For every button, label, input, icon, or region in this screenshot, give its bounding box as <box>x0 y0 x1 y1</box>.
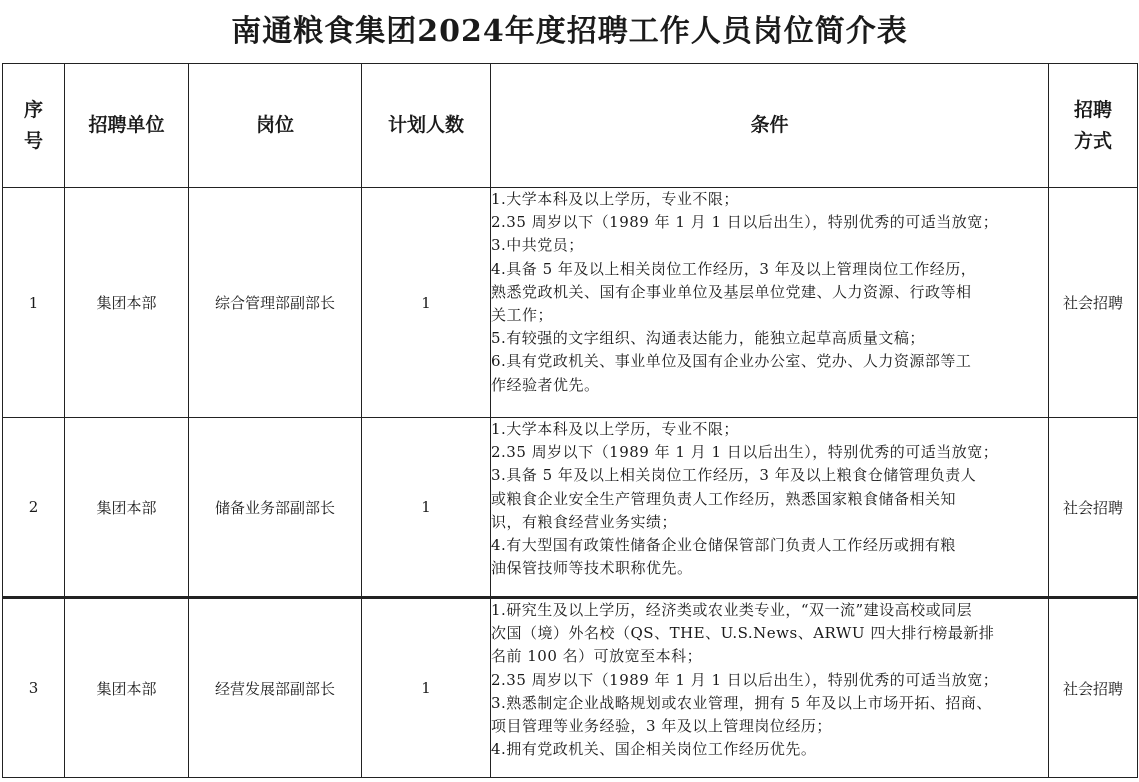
condition-line: 4.具备 5 年及以上相关岗位工作经历，3 年及以上管理岗位工作经历， <box>491 259 977 278</box>
header-position: 岗位 <box>189 64 362 188</box>
row-position: 经营发展部副部长 <box>189 598 362 778</box>
row-method: 社会招聘 <box>1049 188 1138 418</box>
condition-line: 3.熟悉制定企业战略规划或农业管理，拥有 5 年及以上市场开拓、招商、 <box>491 693 992 712</box>
condition-line: 关工作； <box>491 305 554 324</box>
row-count: 1 <box>362 188 491 418</box>
condition-line: 熟悉党政机关、国有企事业单位及基层单位党建、人力资源、行政等相 <box>491 282 972 301</box>
condition-line: 1.大学本科及以上学历，专业不限； <box>491 190 739 208</box>
header-method-line2: 方式 <box>1073 129 1112 152</box>
condition-line: 2.35 周岁以下（1989 年 1 月 1 日以后出生），特别优秀的可适当放宽； <box>491 213 999 232</box>
condition-line: 1.大学本科及以上学历，专业不限； <box>491 420 739 438</box>
table-row <box>3 418 1138 598</box>
condition-line: 4.有大型国有政策性储备企业仓储保管部门负责人工作经历或拥有粮 <box>491 535 956 554</box>
row-index: 3 <box>3 598 65 778</box>
row-method: 社会招聘 <box>1049 598 1138 778</box>
row-conditions <box>491 598 1049 778</box>
table-row <box>3 188 1138 418</box>
row-unit: 集团本部 <box>65 418 189 598</box>
row-method: 社会招聘 <box>1049 418 1138 598</box>
condition-line: 作经验者优先。 <box>491 375 600 394</box>
row-conditions <box>491 188 1049 418</box>
condition-line: 次国（境）外名校（QS、THE、U.S.News、ARWU 四大排行榜最新排 <box>491 624 995 643</box>
row-unit: 集团本部 <box>65 598 189 778</box>
condition-line: 2.35 周岁以下（1989 年 1 月 1 日以后出生），特别优秀的可适当放宽； <box>491 443 999 462</box>
header-index-line2: 号 <box>23 129 43 152</box>
row-position: 储备业务部副部长 <box>189 418 362 598</box>
condition-line: 5.有较强的文字组织、沟通表达能力，能独立起草高质量文稿； <box>491 329 925 348</box>
condition-line: 2.35 周岁以下（1989 年 1 月 1 日以后出生），特别优秀的可适当放宽； <box>491 670 999 689</box>
condition-line: 4.拥有党政机关、国企相关岗位工作经历优先。 <box>491 740 817 759</box>
condition-line: 名前 100 名）可放宽至本科； <box>491 647 703 666</box>
header-index-line1: 序 <box>23 98 43 121</box>
condition-line: 项目管理等业务经验，3 年及以上管理岗位经历； <box>491 716 832 735</box>
header-row <box>3 64 1138 188</box>
row-index: 1 <box>3 188 65 418</box>
header-count: 计划人数 <box>362 64 491 188</box>
table-row <box>3 598 1138 778</box>
header-unit: 招聘单位 <box>65 64 189 188</box>
row-unit: 集团本部 <box>65 188 189 418</box>
condition-line: 识，有粮食经营业务实绩； <box>491 512 678 531</box>
condition-line: 或粮食企业安全生产管理负责人工作经历，熟悉国家粮食储备相关知 <box>491 489 957 508</box>
positions-table <box>2 63 1138 778</box>
condition-line: 6.具有党政机关、事业单位及国有企业办公室、党办、人力资源部等工 <box>491 352 972 371</box>
row-index: 2 <box>3 418 65 598</box>
header-conditions: 条件 <box>491 64 1049 188</box>
row-count: 1 <box>362 418 491 598</box>
condition-line: 油保管技师等技术职称优先。 <box>491 559 693 578</box>
header-method-line1: 招聘 <box>1073 98 1112 121</box>
document-title: 南通粮食集团2024年度招聘工作人员岗位简介表 <box>231 14 908 49</box>
row-conditions <box>491 418 1049 598</box>
row-count: 1 <box>362 598 491 778</box>
condition-line: 3.中共党员； <box>491 236 584 255</box>
header-method <box>1049 64 1138 188</box>
row-position: 综合管理部副部长 <box>189 188 362 418</box>
condition-line: 1.研究生及以上学历，经济类或农业类专业，“双一流”建设高校或同层 <box>491 601 973 619</box>
condition-line: 3.具备 5 年及以上相关岗位工作经历，3 年及以上粮食仓储管理负责人 <box>491 466 977 485</box>
header-index <box>3 64 65 188</box>
